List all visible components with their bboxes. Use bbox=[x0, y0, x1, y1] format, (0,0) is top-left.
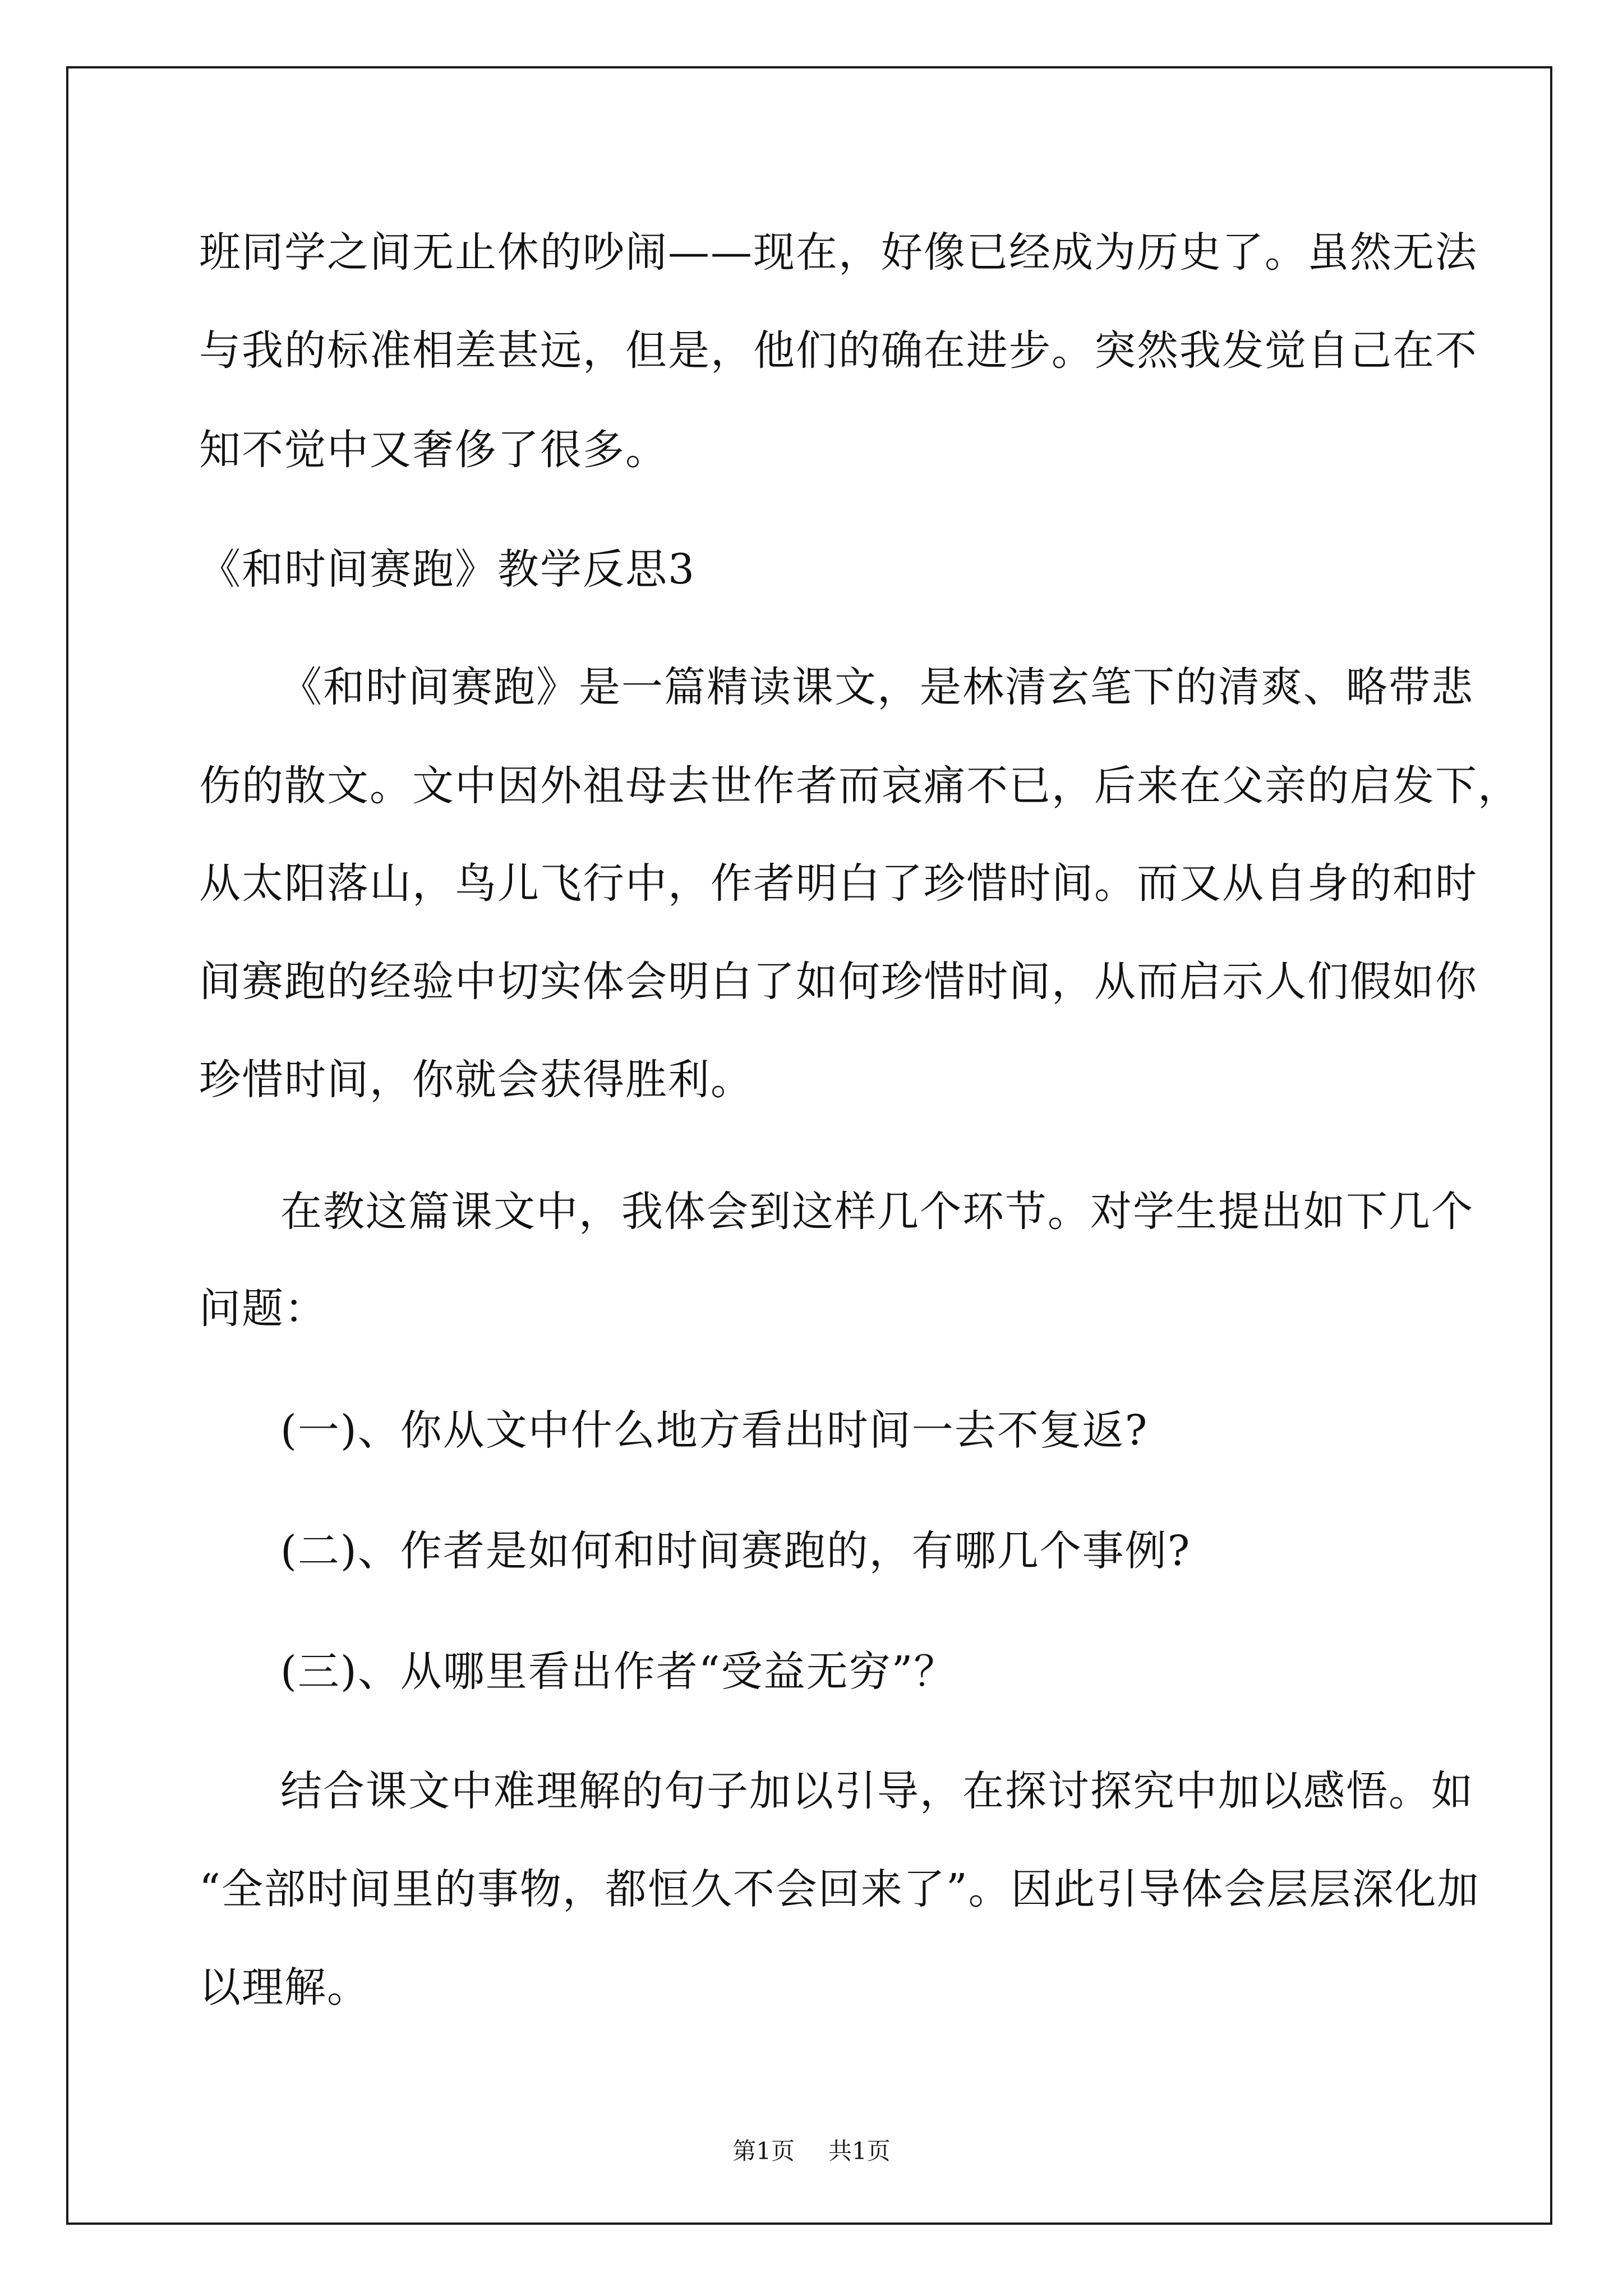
paragraph-line: 结合课文中难理解的句子加以引导，在探讨探究中加以感悟。如 bbox=[280, 1767, 1474, 1815]
question-item: (二)、作者是如何和时间赛跑的，有哪几个事例? bbox=[280, 1527, 1191, 1575]
paragraph-line: 知不觉中又奢侈了很多。 bbox=[199, 426, 668, 474]
paragraph-line: 以理解。 bbox=[199, 1963, 370, 2012]
section-heading: 《和时间赛跑》教学反思3 bbox=[199, 545, 696, 593]
paragraph-line: 在教这篇课文中，我体会到这样几个环节。对学生提出如下几个 bbox=[280, 1188, 1474, 1236]
page-footer bbox=[0, 2134, 1623, 2168]
paragraph-line: “全部时间里的事物，都恒久不会回来了”。因此引导体会层层深化加 bbox=[199, 1865, 1480, 1913]
paragraph-line: 珍惜时间，你就会获得胜利。 bbox=[199, 1056, 753, 1104]
page-number: 第1页 bbox=[732, 2137, 795, 2165]
paragraph-line: 班同学之间无止休的吵闹——现在，好像已经成为历史了。虽然无法 bbox=[199, 228, 1478, 277]
paragraph-line: 从太阳落山，鸟儿飞行中，作者明白了珍惜时间。而又从自身的和时 bbox=[199, 859, 1478, 908]
paragraph-line: 问题： bbox=[199, 1285, 327, 1333]
paragraph-line: 间赛跑的经验中切实体会明白了如何珍惜时间，从而启示人们假如你 bbox=[199, 958, 1478, 1006]
paragraph-line: 《和时间赛跑》是一篇精读课文，是林清玄笔下的清爽、略带悲 bbox=[280, 663, 1474, 711]
paragraph-line: 与我的标准相差甚远，但是，他们的确在进步。突然我发觉自己在不 bbox=[199, 326, 1478, 375]
page-total: 共1页 bbox=[828, 2137, 891, 2165]
paragraph-line: 伤的散文。文中因外祖母去世作者而哀痛不已，后来在父亲的启发下， bbox=[199, 762, 1520, 810]
question-item: (一)、你从文中什么地方看出时间一去不复返? bbox=[280, 1406, 1149, 1455]
question-item: (三)、从哪里看出作者“受益无穷”？ bbox=[280, 1648, 957, 1696]
